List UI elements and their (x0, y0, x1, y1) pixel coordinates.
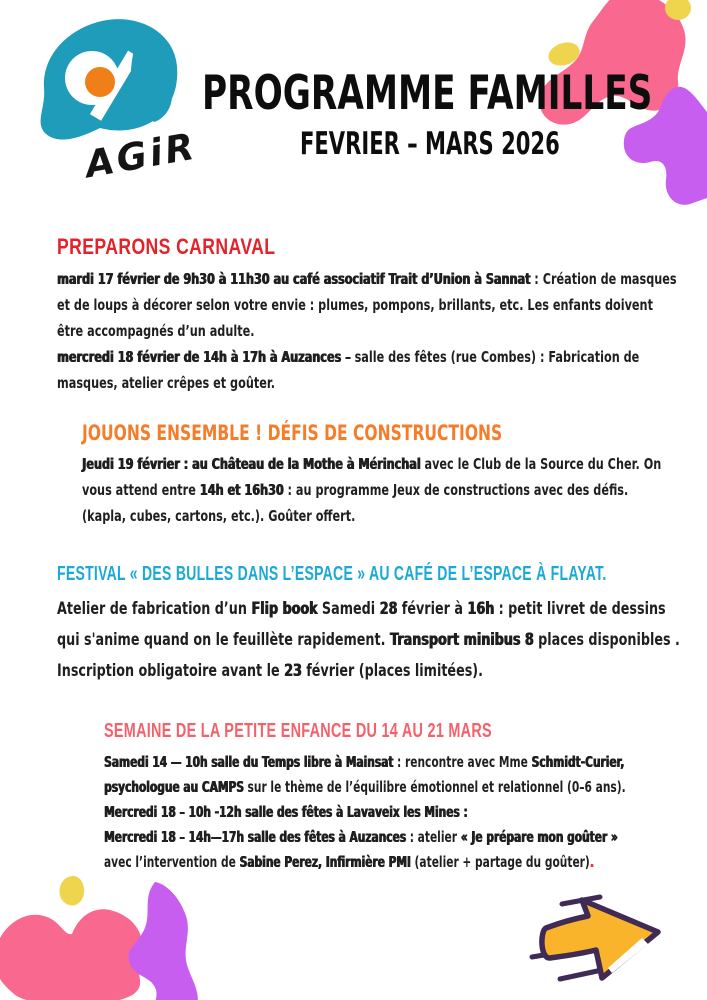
section-festival-bulles (57, 563, 707, 687)
agir-logo-icon (36, 16, 186, 146)
blob-decoration-bottom-left (0, 858, 215, 1000)
agir-wordmark: AGiR (82, 124, 200, 187)
section-preparons-carnaval (57, 234, 707, 396)
section-heading: JOUONS ENSEMBLE ! DÉFIS DE CONSTRUCTIONS (82, 421, 503, 445)
logo-orange-dot (85, 67, 115, 97)
section-body: Jeudi 19 février : au Château de la Mothe à Mérinchal avec le Club de la Source du Cher. On vous attend entre 14h et 16h30 : au programme Jeux de constructions avec des défis. (kapla, cubes, cartons, etc.). Goûter offert. (82, 455, 662, 525)
section-jouons-ensemble (82, 421, 707, 529)
section-heading: SEMAINE DE LA PETITE ENFANCE DU 14 AU 21 MARS (104, 720, 492, 742)
pink-blob (0, 909, 142, 1000)
arrow-icon (526, 880, 701, 995)
section-heading: PREPARONS CARNAVAL (57, 234, 276, 259)
section-body: mardi 17 février de 9h30 à 11h30 au café associatif Trait d’Union à Sannat : Création de masques et de loups à décorer selon votre envie : plumes, pompons, brillants, etc. Les enfants doivent être accompagnés d’un adulte. mercredi 18 février de 14h à 17h à Auzances – salle des fêtes (rue Combes) : Fabrication de masques, atelier crêpes et goûter. (57, 270, 677, 392)
section-semaine-petite-enfance (104, 720, 707, 875)
section-body: Atelier de fabrication d’un Flip book Samedi 28 février à 16h : petit livret de dessins qui s'anime quand on le feuillète rapidement. Transport minibus 8 places disponibles . Inscription obligatoire avant le 23 février (places limitées). (57, 599, 680, 681)
section-body: Samedi 14 — 10h salle du Temps libre à Mainsat : rencontre avec Mme Schmidt-Curier, psychologue au CAMPS sur le thème de l’équilibre émotionnel et relationnel (0–6 ans). Mercredi 18 – 10h -12h salle des fêtes à Lavaveix les Mines : Mercredi 18 – 14h—17h salle des fêtes à Auzances : atelier « Je prépare mon goûter » avec l’intervention de Sabine Perez, Infirmière PMI (atelier + partage du goûter). (104, 753, 626, 871)
arrow-body (542, 900, 658, 978)
poster-title: PROGRAMME FAMILLES (202, 66, 653, 121)
yellow-blob (59, 876, 84, 906)
speed-line (560, 970, 602, 979)
section-heading: FESTIVAL « DES BULLES DANS L’ESPACE » AU CAFÉ DE L’ESPACE À FLAYAT. (57, 563, 607, 585)
poster-subtitle: FEVRIER – MARS 2026 (300, 126, 560, 162)
